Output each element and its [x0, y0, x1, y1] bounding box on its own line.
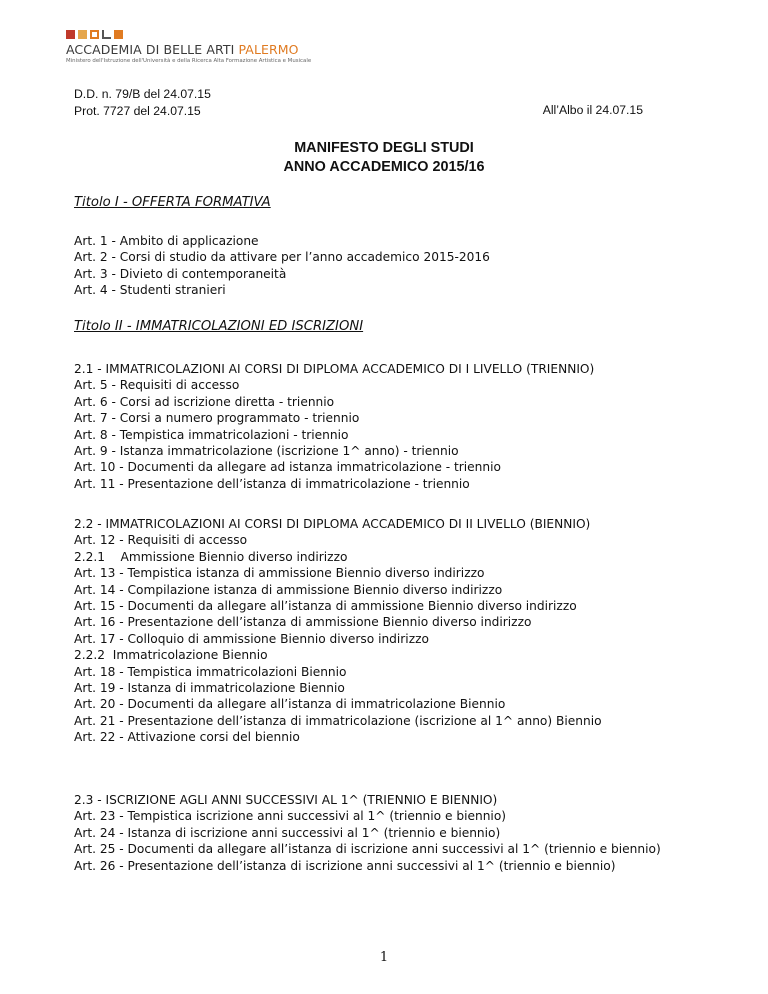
academy-logo	[66, 30, 311, 64]
list-item: Art. 20 - Documenti da allegare all’istanza di immatricolazione Biennio	[74, 697, 506, 712]
section2-group2	[74, 516, 696, 746]
title-line-2: ANNO ACCADEMICO 2015/16	[283, 159, 485, 175]
list-item: Art. 24 - Istanza di iscrizione anni successivi al 1^ (triennio e biennio)	[74, 825, 501, 840]
list-item: Art. 4 - Studenti stranieri	[74, 283, 226, 298]
list-item: Art. 16 - Presentazione dell’istanza di ammissione Biennio diverso indirizzo	[74, 615, 532, 630]
list-item: Art. 6 - Corsi ad iscrizione diretta - triennio	[74, 394, 335, 409]
list-item: Art. 13 - Tempistica istanza di ammissione Biennio diverso indirizzo	[74, 566, 485, 581]
list-item: Art. 5 - Requisiti di accesso	[74, 378, 240, 393]
list-item: Art. 10 - Documenti da allegare ad istanza immatricolazione - triennio	[74, 460, 501, 475]
logo-title	[66, 42, 311, 57]
section-title-2: Titolo II - IMMATRICOLAZIONI ED ISCRIZIONI	[74, 319, 364, 334]
list-item: Art. 19 - Istanza di immatricolazione Biennio	[74, 681, 345, 696]
document-title	[0, 139, 768, 177]
list-item: 2.2 - IMMATRICOLAZIONI AI CORSI DI DIPLOMA ACCADEMICO DI II LIVELLO (BIENNIO)	[74, 517, 591, 531]
list-item: Art. 1 - Ambito di applicazione	[74, 234, 259, 248]
section2-group3	[74, 792, 696, 874]
logo-name-accent: PALERMO	[238, 42, 299, 57]
list-item: Art. 3 - Divieto di contemporaneità	[74, 266, 287, 281]
list-item: 2.3 - ISCRIZIONE AGLI ANNI SUCCESSIVI AL 1^ (TRIENNIO E BIENNIO)	[74, 793, 498, 807]
list-item: 2.2.1 Ammissione Biennio diverso indirizzo	[74, 549, 348, 564]
list-item: Art. 17 - Colloquio di ammissione Biennio diverso indirizzo	[74, 631, 429, 646]
title-line-1: MANIFESTO DEGLI STUDI	[294, 140, 474, 156]
list-item: Art. 18 - Tempistica immatricolazioni Biennio	[74, 664, 347, 679]
logo-name-dark: ACCADEMIA DI BELLE ARTI	[66, 42, 235, 57]
list-item: Art. 8 - Tempistica immatricolazioni - triennio	[74, 427, 349, 442]
document-meta	[74, 86, 211, 120]
list-item: Art. 14 - Compilazione istanza di ammissione Biennio diverso indirizzo	[74, 582, 503, 597]
list-item: Art. 2 - Corsi di studio da attivare per l’anno accademico 2015-2016	[74, 250, 490, 265]
list-item: Art. 11 - Presentazione dell’istanza di immatricolazione - triennio	[74, 476, 470, 491]
list-item: 2.2.2 Immatricolazione Biennio	[74, 648, 268, 663]
list-item: 2.1 - IMMATRICOLAZIONI AI CORSI DI DIPLOMA ACCADEMICO DI I LIVELLO (TRIENNIO)	[74, 362, 595, 376]
logo-squares-icon	[66, 30, 311, 39]
list-item: Art. 22 - Attivazione corsi del biennio	[74, 730, 300, 745]
page-number: 1	[379, 950, 389, 965]
section2-group1	[74, 361, 696, 492]
protocol-number: Prot. 7727 del 24.07.15	[74, 104, 201, 118]
list-item: Art. 15 - Documenti da allegare all’istanza di ammissione Biennio diverso indirizzo	[74, 599, 577, 614]
logo-subtitle: Ministero dell'Istruzione dell'Università e della Ricerca Alta Formazione Artistica e Musicale	[66, 58, 312, 64]
section-title-1: Titolo I - OFFERTA FORMATIVA	[74, 195, 271, 210]
section1-list	[74, 233, 696, 299]
albo-date: All’Albo il 24.07.15	[542, 103, 643, 117]
list-item: Art. 12 - Requisiti di accesso	[74, 533, 248, 548]
list-item: Art. 26 - Presentazione dell’istanza di iscrizione anni successivi al 1^ (triennio e biennio)	[74, 858, 616, 873]
list-item: Art. 23 - Tempistica iscrizione anni successivi al 1^ (triennio e biennio)	[74, 809, 507, 824]
list-item: Art. 21 - Presentazione dell’istanza di immatricolazione (iscrizione al 1^ anno) Biennio	[74, 713, 602, 728]
decree-number: D.D. n. 79/B del 24.07.15	[74, 87, 211, 101]
list-item: Art. 9 - Istanza immatricolazione (iscrizione 1^ anno) - triennio	[74, 444, 459, 459]
list-item: Art. 7 - Corsi a numero programmato - triennio	[74, 411, 360, 426]
list-item: Art. 25 - Documenti da allegare all’istanza di iscrizione anni successivi al 1^ (triennio e biennio)	[74, 842, 661, 857]
